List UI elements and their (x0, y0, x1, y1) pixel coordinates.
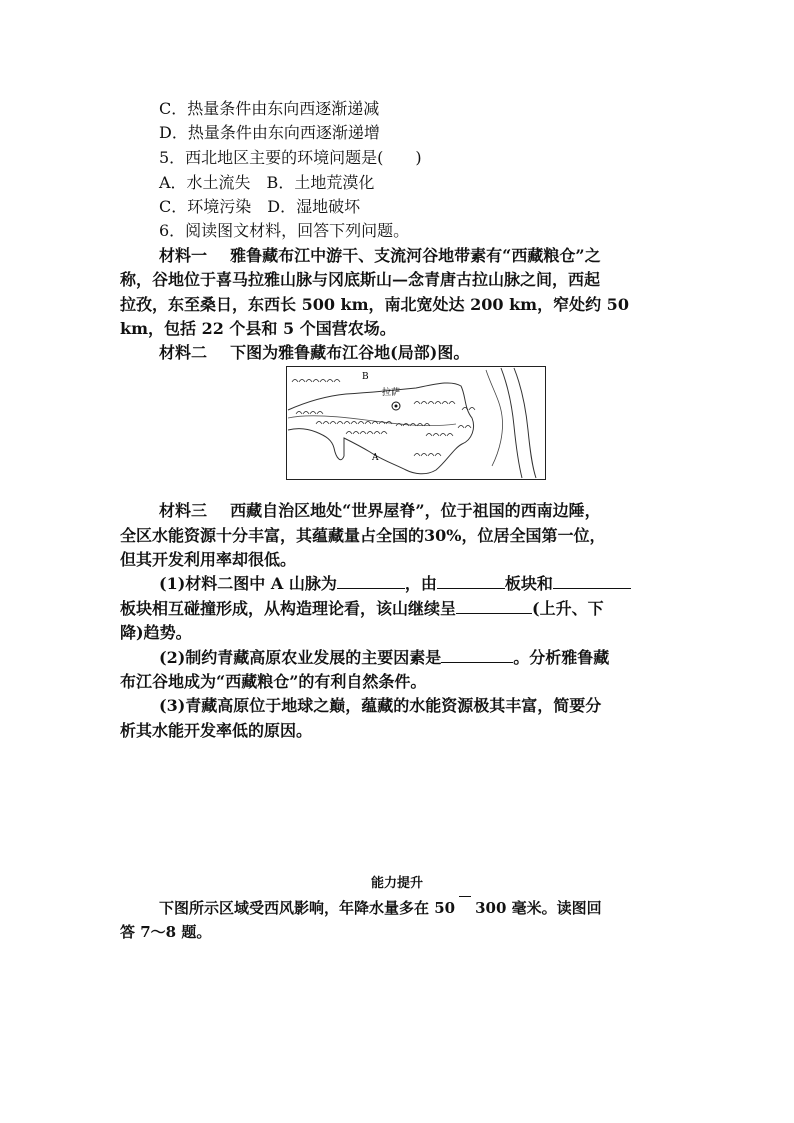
section2-intro-line1 (159, 896, 602, 920)
yarlung-valley-map (286, 366, 546, 480)
map-label-b: B (362, 372, 369, 382)
answer-blank-plate-1[interactable] (437, 572, 505, 589)
material1-line2: 称，谷地位于喜马拉雅山脉与冈底斯山—念青唐古拉山脉之间，西起 (120, 270, 601, 289)
material3-text: 西藏自治区地处“世界屋脊”，位于祖国的西南边陲， (230, 501, 601, 520)
map-label-a: A (372, 453, 379, 463)
subq1-text-b: ，由 (404, 574, 437, 593)
section-heading: 能力提升 (370, 876, 423, 891)
answer-blank-trend[interactable] (456, 597, 532, 614)
intro-text-a: 下图所示区域受西风影响，年降水量多在 50 (159, 899, 456, 917)
material3-label: 材料三 (159, 501, 208, 520)
subq1-text-c: 板块和 (504, 574, 553, 593)
q4-option-c: C．热量条件由东向西逐渐递减 (159, 99, 380, 118)
intro-text-b: 300 毫米。读图回 (475, 899, 602, 917)
subq2-line2: 布江谷地成为“西藏粮仓”的有利自然条件。 (120, 672, 427, 691)
map-city-label: 拉萨 (382, 388, 401, 398)
subq1-line2 (120, 597, 604, 621)
answer-blank-factor[interactable] (441, 646, 513, 663)
q5-options-cd: C．环境污染 D．湿地破坏 (159, 197, 361, 216)
material1-label: 材料一 (159, 246, 208, 265)
answer-blank-a-range[interactable] (337, 572, 405, 589)
material1-line4: km，包括 22 个县和 5 个国营农场。 (120, 319, 396, 338)
subq3-line1: (3)青藏高原位于地球之巅，蕴藏的水能资源极其丰富，简要分 (159, 696, 602, 715)
material1-line1 (159, 244, 601, 268)
subq2-text-a: (2)制约青藏高原农业发展的主要因素是 (159, 648, 442, 667)
q5-stem: 5．西北地区主要的环境问题是( ) (159, 148, 422, 167)
material2-label: 材料二 (159, 343, 208, 362)
answer-blank-plate-2[interactable] (553, 572, 631, 589)
subq1-text-a: (1)材料二图中 A 山脉为 (159, 574, 337, 593)
material1-line3: 拉孜，东至桑日，东西长 500 km，南北宽处达 200 km，窄处约 50 (120, 295, 629, 314)
subq1-text-d: 板块相互碰撞形成，从构造理论看，该山继续呈 (120, 599, 457, 618)
range-dash (459, 896, 471, 911)
q6-stem: 6．阅读图文材料，回答下列问题。 (159, 221, 410, 240)
material2-text: 下图为雅鲁藏布江谷地(局部)图。 (230, 343, 470, 362)
section2-intro-line2: 答 7～8 题。 (120, 923, 212, 941)
subq1-text-e: (上升、下 (532, 599, 604, 618)
material3-line3: 但其开发利用率却很低。 (120, 550, 297, 569)
subq1-line1 (159, 572, 631, 596)
subq2-line1 (159, 646, 609, 670)
material3-line2: 全区水能资源十分丰富，其蕴藏量占全国的30%，位居全国第一位， (120, 526, 606, 545)
subq2-text-b: 。分析雅鲁藏 (513, 648, 610, 667)
material3-line1 (159, 499, 601, 523)
q4-option-d: D．热量条件由东向西逐渐递增 (159, 123, 380, 142)
material1-text: 雅鲁藏布江中游干、支流河谷地带素有“西藏粮仓”之 (230, 246, 601, 265)
subq1-line3: 降)趋势。 (120, 623, 192, 642)
material2-line (159, 341, 469, 365)
subq3-line2: 析其水能开发率低的原因。 (120, 721, 313, 740)
q5-options-ab: A．水土流失 B．土地荒漠化 (159, 173, 375, 192)
